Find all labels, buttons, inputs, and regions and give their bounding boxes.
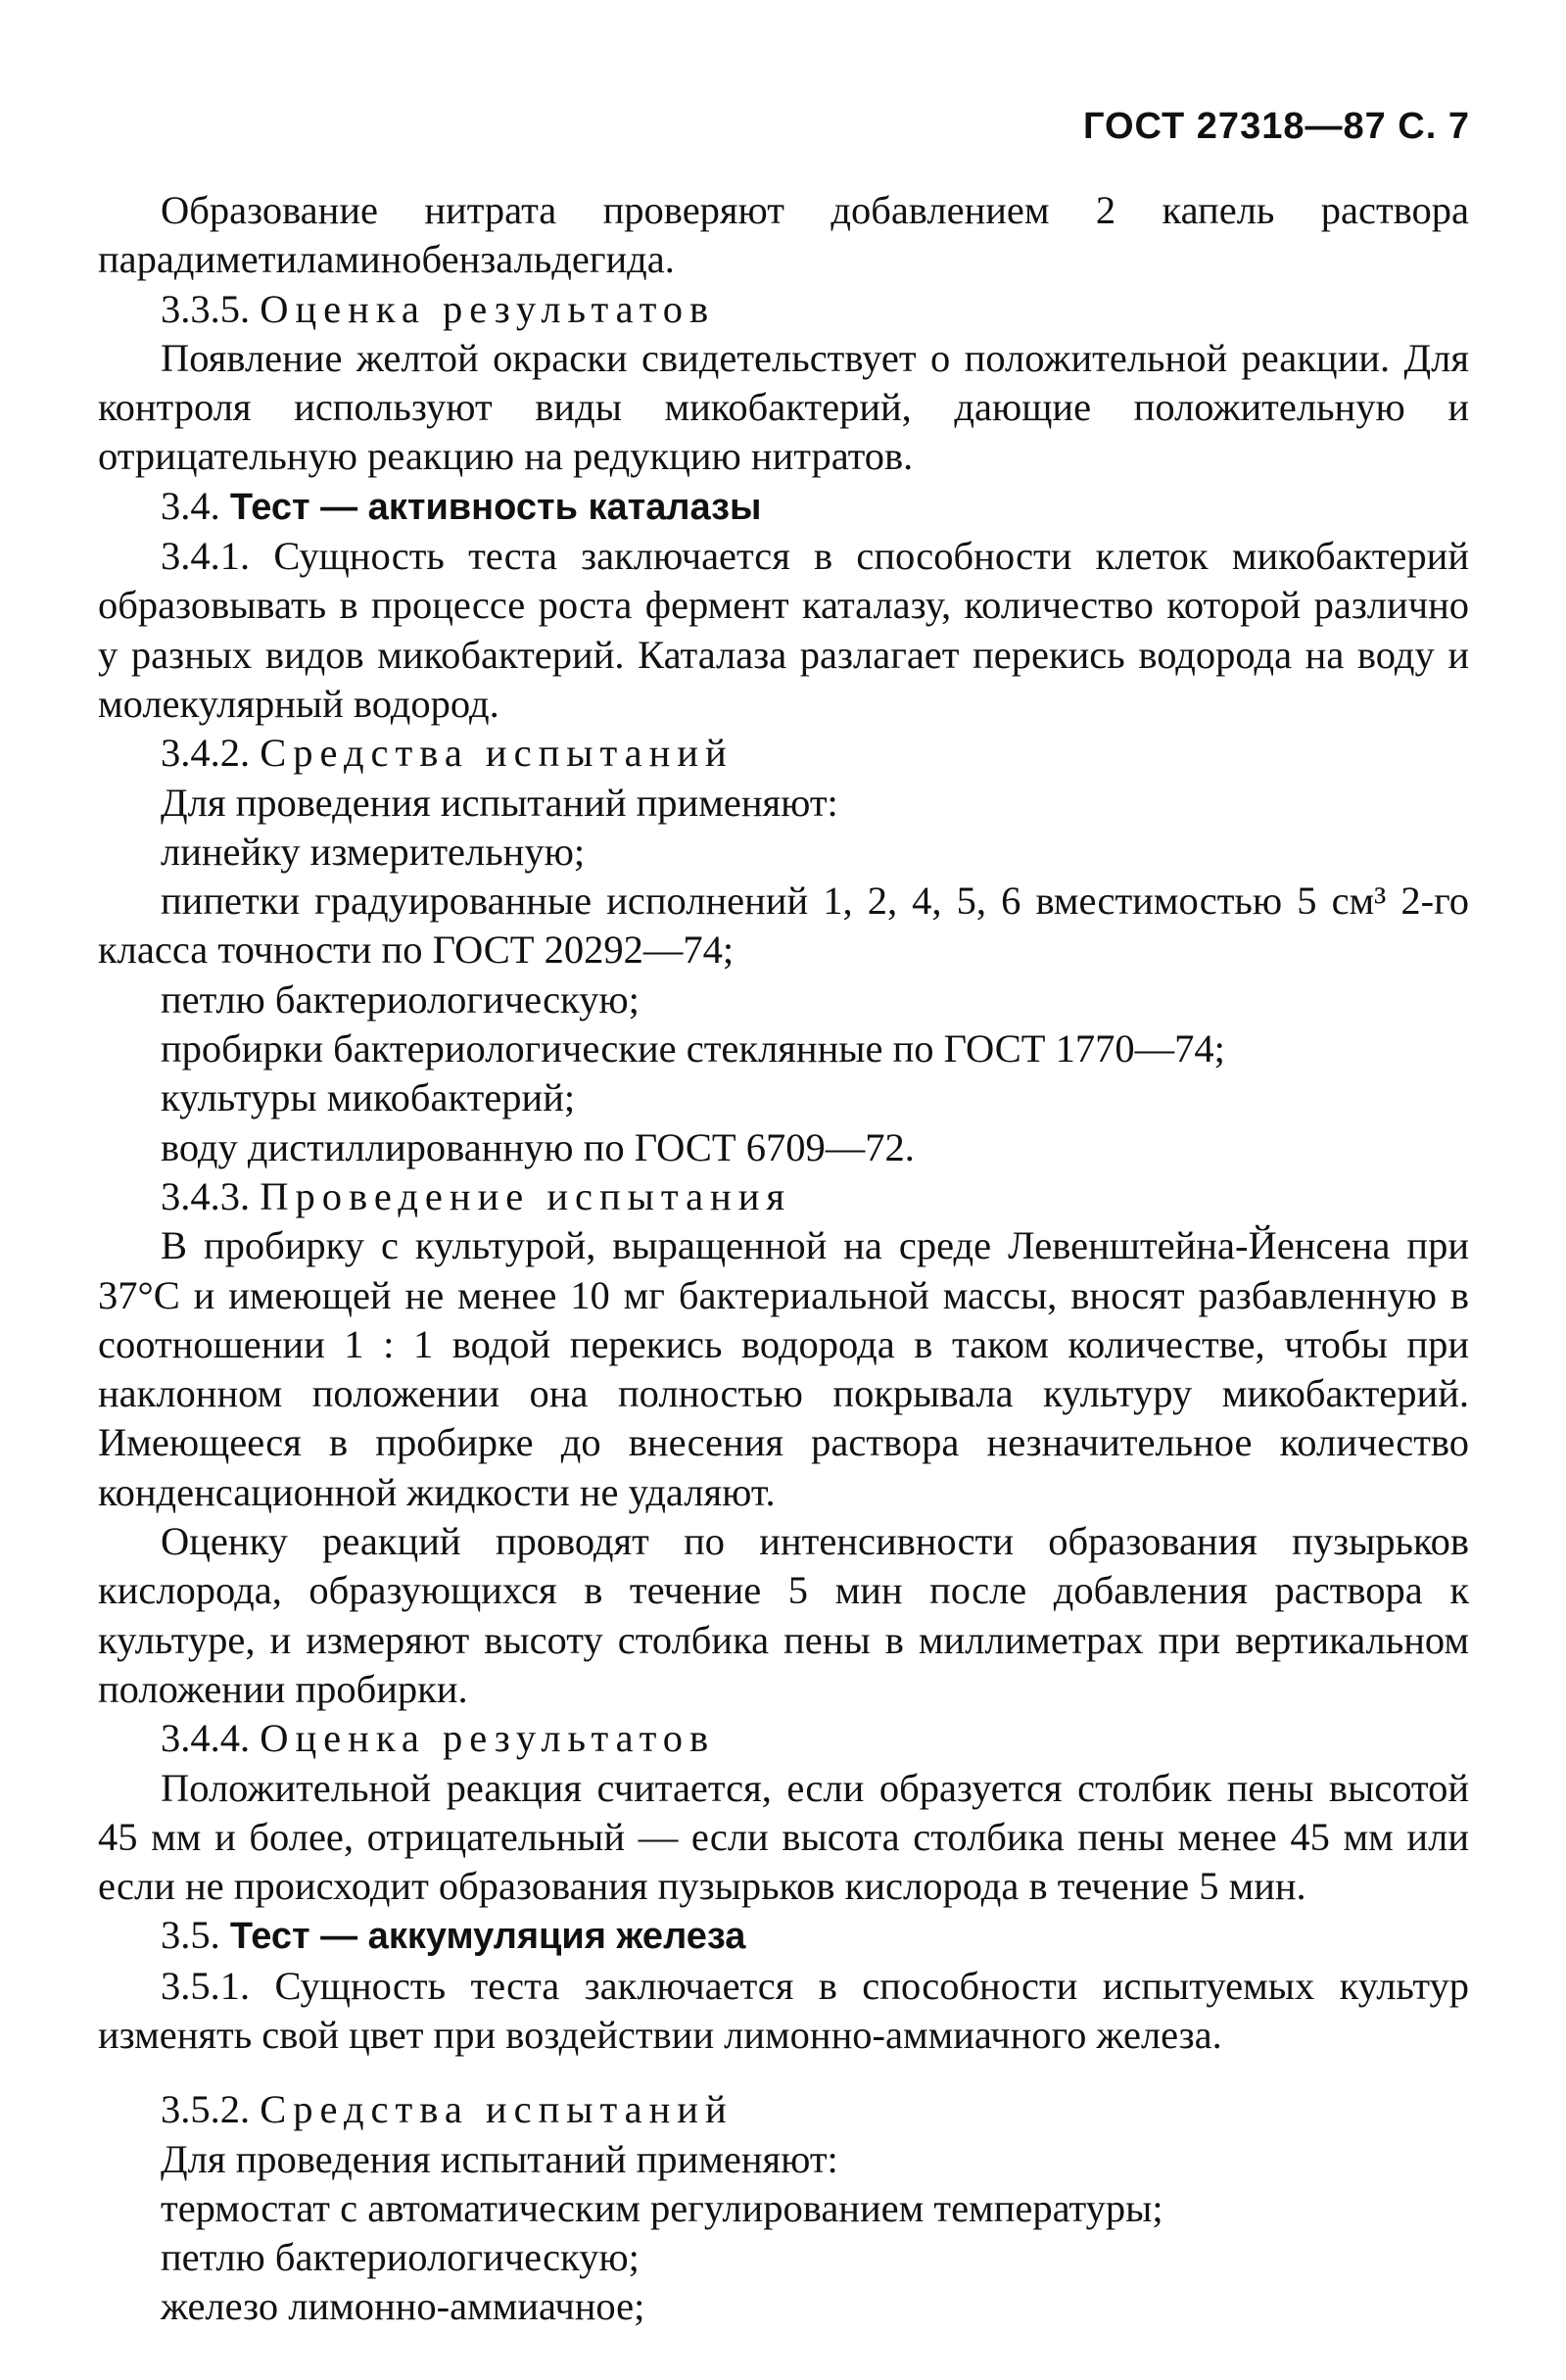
paragraph: Появление желтой окраски свидетельствует о положительной реакции. Для контроля используют виды микобактерий, дающие положительную и отрицательную реакцию на редукцию нитратов.	[98, 335, 1469, 479]
section-number: 3.5.2.	[161, 2087, 251, 2132]
section-number: 3.4.	[161, 483, 220, 528]
page-header: ГОСТ 27318—87 С. 7	[1082, 106, 1470, 147]
section-heading	[98, 729, 1469, 778]
paragraph: 3.5.1. Сущность теста заключается в способности испытуемых культур изменять свой цвет при воздействии лимонно-аммиачного железа.	[98, 1963, 1469, 2057]
section-heading	[98, 482, 1469, 532]
paragraph-gap	[98, 2060, 1469, 2085]
list-item: термостат с автоматическим регулированием температуры;	[161, 2185, 1163, 2230]
paragraph: пипетки градуированные исполнений 1, 2, 4, 5, 6 вместимостью 5 см³ 2-го класса точности по ГОСТ 20292—74;	[98, 879, 1469, 973]
section-number: 3.4.2.	[161, 731, 251, 776]
list-item: культуры микобактерий;	[161, 1075, 576, 1120]
list-item: пробирки бактериологические стеклянные по ГОСТ 1770—74;	[161, 1026, 1225, 1071]
section-heading	[98, 2085, 1469, 2134]
paragraph: В пробирку с культурой, выращенной на среде Левенштейна-Йенсена при 37°С и имеющей не менее 10 мг бактериальной массы, вносят разбавленную в соотношении 1 : 1 водой перекись водорода в таком количестве, чтобы при наклонном положении она полностью покрывала культуру микобактерий. Имеющееся в пробирке до внесения раствора незначительное количество конденсационной жидкости не удаляют.	[98, 1223, 1469, 1514]
section-number: 3.4.3.	[161, 1173, 251, 1218]
paragraph: Оценку реакций проводят по интенсивности образования пузырьков кислорода, образующихся в течение 5 мин после добавления раствора к культуре, и измеряют высоту столбика пены в миллиметрах при вертикальном положении пробирки.	[98, 1519, 1469, 1711]
section-number: 3.3.5.	[161, 286, 251, 331]
paragraph: Образование нитрата проверяют добавлением 2 капель раствора парадиметиламинобензальдегида.	[98, 188, 1469, 282]
section-number: 3.5.	[161, 1913, 220, 1958]
section-heading	[98, 1172, 1469, 1221]
list-item: Для проведения испытаний применяют:	[161, 2136, 838, 2181]
list-item: петлю бактериологическую;	[161, 976, 640, 1022]
section-heading	[98, 285, 1469, 334]
list-item: петлю бактериологическую;	[161, 2235, 640, 2280]
section-title: Тест — активность каталазы	[229, 486, 762, 528]
section-title: Тест — аккумуляция железа	[229, 1916, 746, 1958]
list-item: воду дистиллированную по ГОСТ 6709—72.	[161, 1124, 915, 1169]
paragraph: 3.4.1. Сущность теста заключается в способности клеток микобактерий образовывать в процессе роста фермент каталазу, количество которой различно у разных видов микобактерий. Каталаза разлагает перекись водорода на воду и молекулярный водород.	[98, 534, 1469, 726]
section-title: Средства испытаний	[260, 2087, 734, 2132]
section-number: 3.4.4.	[161, 1716, 251, 1761]
section-heading	[98, 1911, 1469, 1961]
paragraph: Положительной реакция считается, если образуется столбик пены высотой 45 мм и более, отрицательный — если высота столбика пены менее 45 мм или если не происходит образования пузырьков кислорода в течение 5 мин.	[98, 1765, 1469, 1909]
section-title: Проведение испытания	[260, 1173, 792, 1218]
list-item: железо лимонно-аммиачное;	[161, 2284, 645, 2329]
list-item: Для проведения испытаний применяют:	[161, 780, 838, 825]
document-body	[98, 186, 1469, 2332]
section-title: Средства испытаний	[260, 731, 734, 776]
section-title: Оценка результатов	[260, 1716, 716, 1761]
list-item: линейку измерительную;	[161, 829, 586, 874]
section-title: Оценка результатов	[260, 286, 716, 331]
section-heading	[98, 1714, 1469, 1763]
